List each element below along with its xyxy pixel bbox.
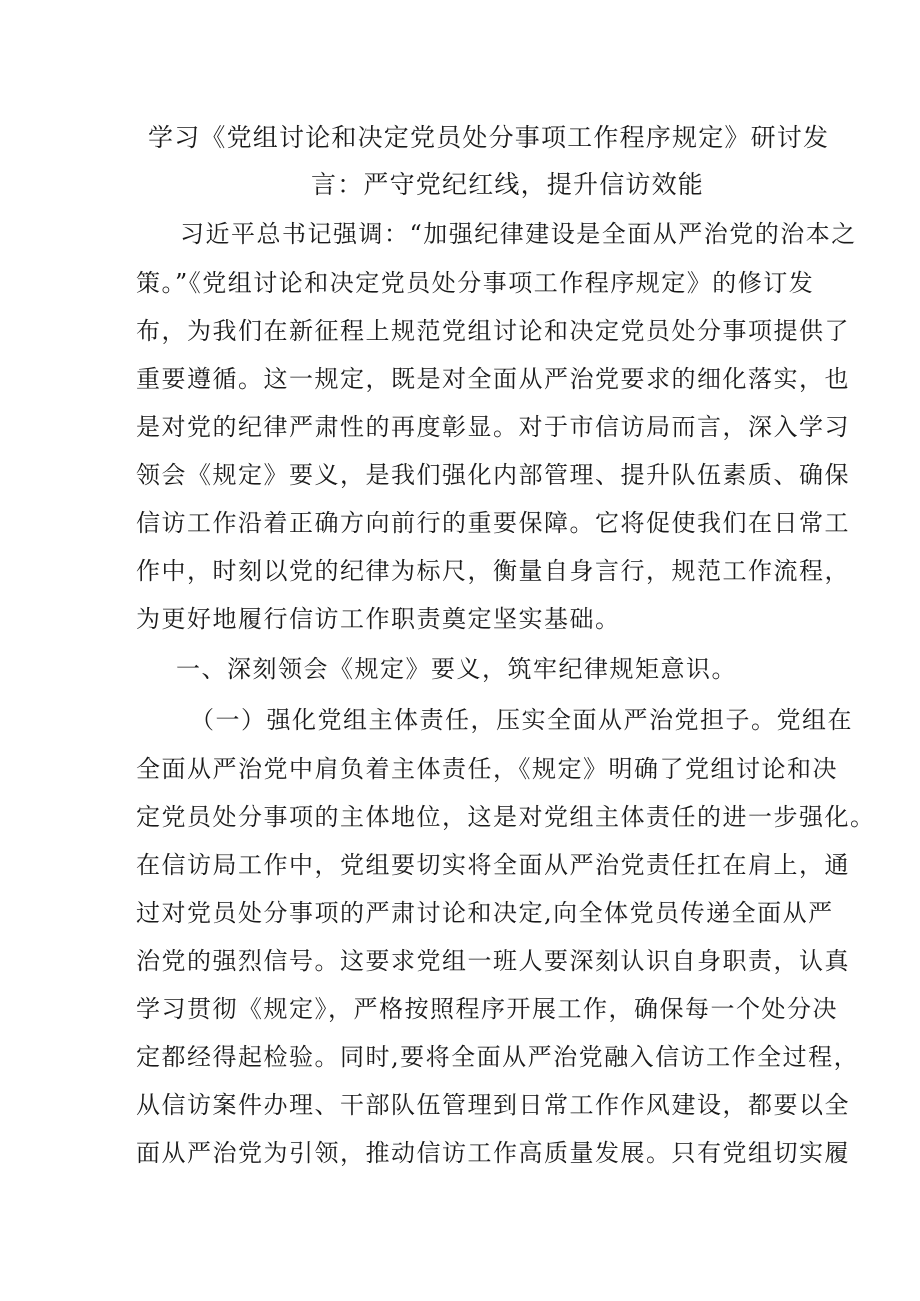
section-heading-1: 一、深刻领会《规定》要义，筑牢纪律规矩意识。	[176, 655, 737, 683]
body-line-18: 定都经得起检验。同时,要将全面从严治党融入信访工作全过程，	[136, 1043, 860, 1071]
body-line-6: 领会《规定》要义，是我们强化内部管理、提升队伍素质、确保	[136, 461, 850, 489]
body-line-7: 信访工作沿着正确方向前行的重要保障。它将促使我们在日常工	[136, 509, 850, 537]
body-line-19: 从信访案件办理、干部队伍管理到日常工作作风建设，都要以全	[136, 1091, 850, 1119]
body-line-2: 策。”《党组讨论和决定党员处分事项工作程序规定》的修订发	[136, 269, 815, 297]
document-title-line-2: 言：严守党纪红线，提升信访效能	[311, 170, 705, 199]
body-line-9: 为更好地履行信访工作职责奠定坚实基础。	[136, 605, 621, 633]
body-line-8: 作中，时刻以党的纪律为标尺，衡量自身言行，规范工作流程，	[136, 557, 850, 585]
body-line-20: 面从严治党为引领，推动信访工作高质量发展。只有党组切实履	[136, 1139, 850, 1167]
document-title-line-1: 学习《党组讨论和决定党员处分事项工作程序规定》研讨发	[148, 123, 830, 152]
body-line-4: 重要遵循。这一规定，既是对全面从严治党要求的细化落实，也	[136, 365, 850, 393]
body-line-3: 布，为我们在新征程上规范党组讨论和决定党员处分事项提供了	[136, 317, 850, 345]
body-line-13: 定党员处分事项的主体地位，这是对党组主体责任的进一步强化。	[136, 803, 876, 831]
body-line-12: 全面从严治党中肩负着主体责任，《规定》明确了党组讨论和决	[136, 755, 838, 783]
body-line-1: 习近平总书记强调：“加强纪律建设是全面从严治党的治本之	[180, 220, 857, 248]
body-line-5: 是对党的纪律严肃性的再度彰显。对于市信访局而言，深入学习	[136, 413, 850, 441]
body-line-15: 过对党员处分事项的严肃讨论和决定,向全体党员传递全面从严	[136, 899, 834, 927]
body-line-14: 在信访局工作中，党组要切实将全面从严治党责任扛在肩上，通	[136, 851, 850, 879]
body-line-16: 治党的强烈信号。这要求党组一班人要深刻认识自身职责，认真	[136, 947, 850, 975]
body-line-17: 学习贯彻《规定》，严格按照程序开展工作，确保每一个处分决	[136, 995, 838, 1023]
body-line-11: （一）强化党组主体责任，压实全面从严治党担子。党组在	[190, 706, 853, 734]
